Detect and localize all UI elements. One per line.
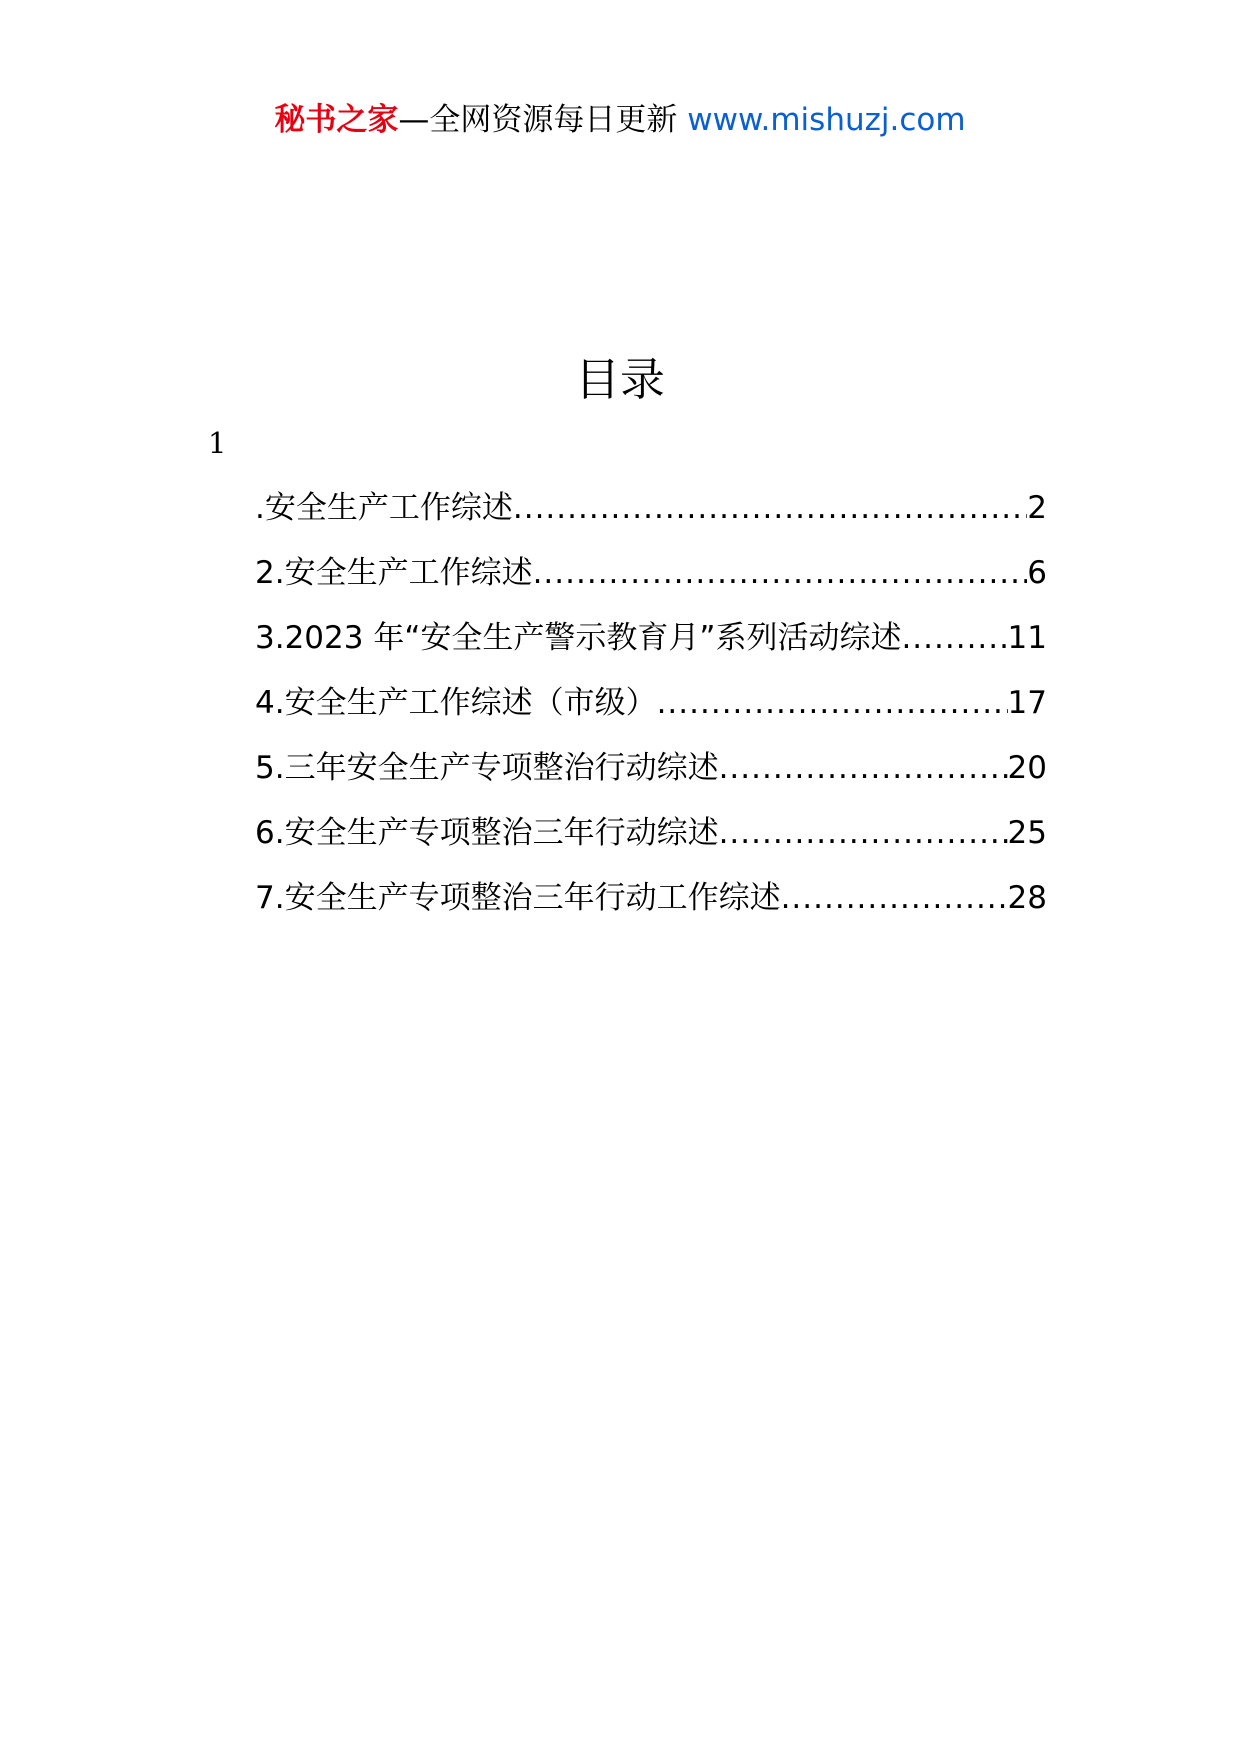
toc-entry-page: 17 xyxy=(1007,685,1047,721)
toc-entry-title: 3.2023 年“安全生产警示教育月”系列活动综述 xyxy=(255,620,902,656)
toc-heading: 目录 xyxy=(574,353,665,406)
toc-entry-2[interactable] xyxy=(255,553,1047,618)
toc-entry-1[interactable] xyxy=(255,488,1047,553)
toc-entry-title: 2.安全生产工作综述 xyxy=(255,555,533,591)
toc-entry-title: 5.三年安全生产专项整治行动综述 xyxy=(255,750,719,786)
toc-entry-title: .安全生产工作综述 xyxy=(255,490,513,526)
toc-entry-page: 11 xyxy=(1007,620,1047,656)
toc-entry-title: 6.安全生产专项整治三年行动综述 xyxy=(255,815,719,851)
toc-entry-6[interactable] xyxy=(255,813,1047,878)
toc-entry-5[interactable] xyxy=(255,748,1047,813)
toc-entry-title: 4.安全生产工作综述（市级） xyxy=(255,685,657,721)
toc-entry-4[interactable] xyxy=(255,683,1047,748)
toc-leader-dots xyxy=(901,618,1007,658)
toc-entry-7[interactable] xyxy=(255,878,1047,943)
toc-leader-dots xyxy=(719,813,1008,853)
toc-entry-page: 20 xyxy=(1007,750,1047,786)
site-url-link[interactable]: www.mishuzj.com xyxy=(687,102,966,138)
toc-entry-title: 7.安全生产专项整治三年行动工作综述 xyxy=(255,880,781,916)
site-brand: 秘书之家 xyxy=(274,102,399,138)
toc-leader-dots xyxy=(657,683,1008,723)
page-number: 1 xyxy=(208,426,227,460)
toc-entry-3[interactable] xyxy=(255,618,1047,683)
site-header xyxy=(0,100,1240,140)
toc-entry-page: 25 xyxy=(1007,815,1047,851)
toc-entry-page: 2 xyxy=(1027,490,1047,526)
toc-leader-dots xyxy=(719,748,1008,788)
toc-leader-dots xyxy=(513,488,1027,528)
toc-entry-page: 28 xyxy=(1007,880,1047,916)
toc-leader-dots xyxy=(781,878,1008,918)
table-of-contents xyxy=(255,488,1047,943)
toc-entry-page: 6 xyxy=(1027,555,1047,591)
toc-leader-dots xyxy=(533,553,1028,593)
site-tagline: —全网资源每日更新 xyxy=(398,102,678,138)
